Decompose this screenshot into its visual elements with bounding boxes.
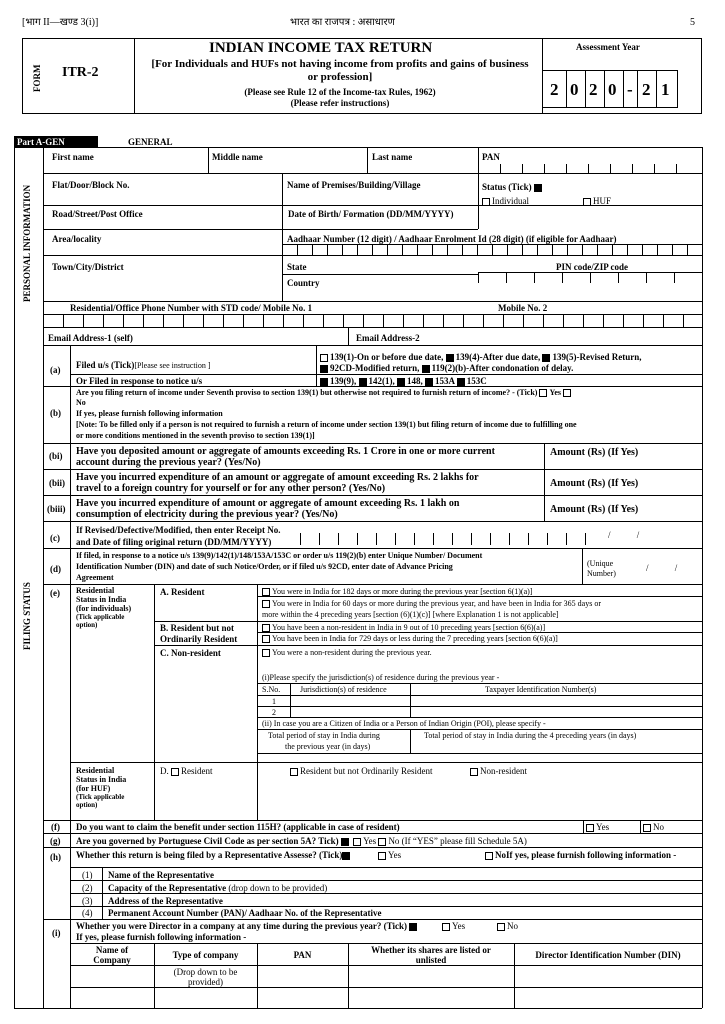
portuguese-no-checkbox[interactable] <box>378 838 386 846</box>
director-question-text: Whether you were Director in a company at any time during the previous year? (Tick) <box>76 921 407 931</box>
director-col-din: Director Identification Number (DIN) <box>535 950 681 960</box>
director-col-listed <box>348 945 514 965</box>
director-yes-label: Yes <box>452 921 466 931</box>
running-header-center: भारत का राजपत्र : असाधारण <box>290 17 395 28</box>
biii-question-2: consumption of electricity during the previous year? (Yes/No) <box>76 509 338 520</box>
director-yes-option[interactable] <box>442 921 465 931</box>
status-individual[interactable] <box>482 196 529 206</box>
huf-resident-d-label <box>160 766 213 776</box>
resident-a-label: A. Resident <box>160 587 205 597</box>
rep-row-1-label: Name of the Representative <box>108 870 215 880</box>
item-e-code: (e) <box>50 588 60 598</box>
receipt-label-2: and Date of filing original return (DD/MM/YYYY) <box>76 537 272 547</box>
seventh-proviso-info: If yes, please furnish following information <box>76 409 223 418</box>
item-i-code: (i) <box>52 928 61 938</box>
resident-a1-text: You were in India for 182 days or more during the previous year [section 6(1)(a)] <box>272 587 533 596</box>
resident-a-option-2[interactable] <box>262 599 601 608</box>
director-info-label: If yes, please furnish following information - <box>76 932 247 942</box>
rep-row-2-number: (2) <box>82 883 93 893</box>
page-number: 5 <box>690 17 695 28</box>
representative-yes-checkbox[interactable] <box>378 852 386 860</box>
seventh-proviso-yes-checkbox[interactable] <box>539 389 547 397</box>
notice-148-checkbox[interactable] <box>397 378 405 386</box>
115h-no-option[interactable] <box>643 822 664 832</box>
status-label <box>482 182 544 192</box>
representative-question <box>76 850 352 860</box>
res-huf-line-4: (Tick applicable <box>76 793 125 801</box>
stay-prev-year-label-2: the previous year (in days) <box>285 742 371 751</box>
ay-digit-dash: - <box>627 80 633 99</box>
form-note-rule: (Please see Rule 12 of the Income-tax Rules, 1962) <box>244 87 436 97</box>
huf-d-marker: D. <box>160 766 169 776</box>
115h-no-checkbox[interactable] <box>643 824 651 832</box>
non-resident-option[interactable] <box>262 648 432 657</box>
rep-row-3-number: (3) <box>82 896 93 906</box>
director-col-company <box>70 945 154 965</box>
rep-row-1-number: (1) <box>82 870 93 880</box>
stay-4-years-label: Total period of stay in India during the 4 preceding years (in days) <box>424 731 637 740</box>
director-no-option[interactable] <box>497 921 518 931</box>
flat-label: Flat/Door/Block No. <box>52 180 130 190</box>
ay-digit-2: 0 <box>570 80 579 99</box>
bi-amount-label: Amount (Rs) (If Yes) <box>550 447 639 458</box>
form-title: INDIAN INCOME TAX RETURN <box>209 40 433 56</box>
ay-digit-3: 2 <box>589 80 598 99</box>
opt-139-5-label: 139(5)-Revised Return, <box>552 352 642 362</box>
item-b-code: (b) <box>50 408 61 418</box>
state-label: State <box>287 262 307 272</box>
unique-number-label-2: Number) <box>587 569 616 578</box>
huf-resident-checkbox[interactable] <box>171 768 179 776</box>
seventh-proviso-no-checkbox[interactable] <box>563 389 571 397</box>
non-resident-text: You were a non-resident during the previous year. <box>272 648 432 657</box>
pin-label: PIN code/ZIP code <box>556 262 628 272</box>
resident-b1-checkbox[interactable] <box>262 624 270 632</box>
road-label: Road/Street/Post Office <box>52 209 143 219</box>
item-g-code: (g) <box>50 836 61 846</box>
res-huf-line-2: Status in India <box>76 775 127 784</box>
bii-question-1: Have you incurred expenditure of an amount or aggregate of amount exceeding Rs. 2 lakhs for <box>76 472 479 483</box>
town-label: Town/City/District <box>52 262 124 272</box>
resident-a2-text-2: more within the 4 preceding years [section (6)(1)(c)] [where Explanation 1 is not applicable] <box>262 610 559 619</box>
representative-no-option[interactable] <box>485 850 676 860</box>
huf-nr-checkbox[interactable] <box>470 768 478 776</box>
assessment-year-label: Assessment Year <box>576 42 640 52</box>
form-side-label: FORM <box>32 64 42 92</box>
res-ind-line-3: (for individuals) <box>76 604 132 613</box>
filing-status-side-label: FILING STATUS <box>22 582 32 650</box>
115h-yes-checkbox[interactable] <box>586 824 594 832</box>
non-resident-checkbox[interactable] <box>262 649 270 657</box>
ay-digit-5: 2 <box>642 80 651 99</box>
seventh-proviso-no: No <box>76 398 86 407</box>
status-checkbox-icon <box>534 184 542 192</box>
notice-142-1-checkbox[interactable] <box>359 378 367 386</box>
listed-header-1: Whether its shares are listed or <box>371 945 491 955</box>
portuguese-yes-checkbox[interactable] <box>353 838 361 846</box>
part-label: Part A-GEN <box>17 137 65 147</box>
jurisdiction-instruction: (i)Please specify the jurisdiction(s) of residence during the previous year - <box>262 673 500 682</box>
director-question <box>76 921 419 931</box>
resident-a2-checkbox[interactable] <box>262 600 270 608</box>
receipt-label-1: If Revised/Defective/Modified, then enter Receipt No. <box>76 525 281 535</box>
resident-b-label-2: Ordinarily Resident <box>160 634 238 644</box>
director-col-pan: PAN <box>293 950 312 960</box>
personal-info-side-label: PERSONAL INFORMATION <box>22 184 32 302</box>
filed-us-options-row2 <box>320 363 573 373</box>
stay-prev-year-label-1: Total period of stay in India during <box>268 731 380 740</box>
director-yes-checkbox[interactable] <box>442 923 450 931</box>
rep-row-2-suffix: (drop down to be provided) <box>226 883 328 893</box>
notice-153c-checkbox[interactable] <box>457 378 465 386</box>
jurisdiction-row-2: 2 <box>272 708 276 717</box>
listed-header-2: unlisted <box>415 955 447 965</box>
item-c-code: (c) <box>50 533 60 543</box>
phone-cells[interactable] <box>43 314 702 327</box>
resident-a1-checkbox[interactable] <box>262 588 270 596</box>
item-f-code: (f) <box>51 822 60 832</box>
opt-119-checkbox[interactable] <box>422 365 430 373</box>
dropdown-note-2: provided) <box>188 977 223 987</box>
form-subtitle: [For Individuals and HUFs not having income from profits and gains of business or profession] <box>151 58 529 83</box>
item-d-code: (d) <box>50 564 61 574</box>
huf-label: HUF <box>593 196 612 206</box>
opt-139-5-checkbox[interactable] <box>542 354 550 362</box>
notice-153c-label: 153C <box>466 376 487 386</box>
res-huf-line-3: (for HUF) <box>76 784 111 793</box>
rep-row-2-label <box>108 883 327 893</box>
individual-checkbox[interactable] <box>482 198 490 206</box>
biii-amount-label: Amount (Rs) (If Yes) <box>550 504 639 515</box>
res-ind-line-2: Status in India <box>76 595 127 604</box>
representative-yes-label: Yes <box>388 850 402 860</box>
receipt-date-slashes[interactable]: / / <box>608 530 652 540</box>
director-tick-icon <box>409 923 417 931</box>
dob-label: Date of Birth/ Formation (DD/MM/YYYY) <box>288 209 454 219</box>
first-name-label: First name <box>52 152 94 162</box>
bii-question-2: travel to a foreign country for yourself or for any other person? (Yes/No) <box>76 483 386 494</box>
filed-us-options-row1 <box>320 352 641 362</box>
representative-no-checkbox[interactable] <box>485 852 493 860</box>
seventh-proviso-question <box>76 388 573 397</box>
resident-b2-checkbox[interactable] <box>262 635 270 643</box>
representative-question-text: Whether this return is being filed by a Representative Assesse? (Tick) <box>76 850 343 860</box>
item-h-code: (h) <box>50 852 61 862</box>
email2-label: Email Address-2 <box>356 333 420 343</box>
status-huf[interactable] <box>583 196 611 206</box>
ay-digit-4: 0 <box>608 80 617 99</box>
company-header-2: Company <box>93 955 131 965</box>
email1-label: Email Address-1 (self) <box>48 333 133 343</box>
representative-no-label: NoIf yes, please furnish following information - <box>495 850 677 860</box>
portuguese-code-row <box>76 836 527 846</box>
unique-number-label-1: (Unique <box>587 559 614 568</box>
running-header-left: [भाग II—खण्ड 3(i)] <box>22 17 99 28</box>
item-a-code: (a) <box>50 365 61 375</box>
biii-question-1: Have you incurred expenditure of amount or aggregate of amount exceeding Rs. 1 lakh on <box>76 498 460 509</box>
115h-yes-label: Yes <box>596 822 610 832</box>
bii-amount-label: Amount (Rs) (If Yes) <box>550 478 639 489</box>
phone-label: Residential/Office Phone Number with STD code/ Mobile No. 1 <box>70 303 313 313</box>
res-huf-line-5: option) <box>76 801 98 809</box>
resident-b2-text: You have been in India for 729 days or less during the 7 preceding years [section 6(6)(a)] <box>272 634 558 643</box>
aadhaar-label: Aadhaar Number (12 digit) / Aadhaar Enrolment Id (28 digit) (if eligible for Aadhaar) <box>287 234 617 244</box>
last-name-label: Last name <box>372 152 413 162</box>
opt-139-4-label: 139(4)-After due date, <box>455 352 541 362</box>
director-no-checkbox[interactable] <box>497 923 505 931</box>
resident-b-option-2[interactable] <box>262 634 558 643</box>
individual-label: Individual <box>492 196 529 206</box>
non-resident-label: C. Non-resident <box>160 648 221 658</box>
opt-139-1-checkbox[interactable] <box>320 354 328 362</box>
section-115h-question: Do you want to claim the benefit under section 115H? (applicable in case of resident) <box>76 822 400 832</box>
notice-153a-label: 153A <box>435 376 455 386</box>
opt-139-1-label: 139(1)-On or before due date, <box>330 352 444 362</box>
country-label: Country <box>287 278 320 288</box>
status-label-text: Status (Tick) <box>482 182 532 192</box>
huf-resident-text: Resident <box>181 766 213 776</box>
filed-us-note: [Please see instruction ] <box>134 361 211 370</box>
type-dropdown-note <box>154 967 257 987</box>
bi-question-1: Have you deposited amount or aggregate of amounts exceeding Rs. 1 Crore in one or more current <box>76 446 495 457</box>
filed-us-label <box>76 360 211 370</box>
pin-cells[interactable] <box>478 272 702 282</box>
115h-no-label: No <box>653 822 664 832</box>
huf-checkbox[interactable] <box>583 198 591 206</box>
residential-status-huf-label <box>76 766 154 809</box>
pan-label: PAN <box>482 152 500 162</box>
rep-row-3-label: Address of the Representative <box>108 896 223 906</box>
form-note-instructions: (Please refer instructions) <box>290 98 390 108</box>
notice-142-1-label: 142(1), <box>368 376 395 386</box>
item-biii-code: (biii) <box>47 504 66 514</box>
opt-92cd-checkbox[interactable] <box>320 365 328 373</box>
notice-din-label-3: Agreement <box>76 573 114 582</box>
resident-b-option-1[interactable] <box>262 623 545 632</box>
area-label: Area/locality <box>52 234 102 244</box>
opt-139-4-checkbox[interactable] <box>446 354 454 362</box>
portuguese-code-question: Are you governed by Portuguese Civil Code as per section 5A? Tick) <box>76 836 339 846</box>
resident-b-label-1: B. Resident but not <box>160 623 235 633</box>
huf-rnor-text: Resident but not Ordinarily Resident <box>300 766 433 776</box>
director-no-label: No <box>507 921 518 931</box>
premises-label: Name of Premises/Building/Village <box>287 180 421 190</box>
residential-status-individual-label <box>76 586 154 629</box>
resident-a2-text-1: You were in India for 60 days or more during the previous year, and have been in India for 365 days or <box>272 599 601 608</box>
jurisdiction-sno-header: S.No. <box>262 685 281 694</box>
huf-nr-text: Non-resident <box>480 766 527 776</box>
res-ind-line-1: Residential <box>76 586 115 595</box>
opt-119-label: 119(2)(b)-After condonation of delay. <box>431 363 574 373</box>
notice-153a-checkbox[interactable] <box>425 378 433 386</box>
form-code: ITR-2 <box>62 65 99 80</box>
citizen-poi-instruction: (ii) In case you are a Citizen of India or a Person of Indian Origin (POI), please specify - <box>262 719 546 728</box>
rep-row-2-title: Capacity of the Representative <box>108 883 227 893</box>
notice-options <box>320 376 487 386</box>
huf-rnor-checkbox[interactable] <box>290 768 298 776</box>
huf-nr-option[interactable] <box>470 766 527 776</box>
representative-yes-option[interactable] <box>378 850 401 860</box>
resident-a-option-1[interactable] <box>262 587 532 596</box>
bi-question-2: account during the previous year? (Yes/No) <box>76 457 261 468</box>
receipt-number-cells[interactable] <box>300 533 585 545</box>
portuguese-yes-label: Yes <box>363 836 377 846</box>
notice-139-9-label: 139(9), <box>330 376 357 386</box>
part-title: GENERAL <box>128 137 173 147</box>
res-ind-line-4: (Tick applicable <box>76 613 125 621</box>
seventh-proviso-note-1: [Note: To be filled only if a person is not required to furnish a return of income under section 139(1) but filing return of income due to fulfilling one <box>76 420 577 429</box>
opt-92cd-label: 92CD-Modified return, <box>330 363 420 373</box>
115h-yes-option[interactable] <box>586 822 609 832</box>
notice-139-9-checkbox[interactable] <box>320 378 328 386</box>
company-header-1: Name of <box>95 945 129 955</box>
notice-din-label-1: If filed, in response to a notice u/s 139(9)/142(1)/148/153A/153C or order u/s 119(2)(b) enter Unique Number/ Document <box>76 551 483 560</box>
middle-name-label: Middle name <box>212 152 263 162</box>
rep-row-4-label: Permanent Account Number (PAN)/ Aadhaar No. of the Representative <box>108 908 382 918</box>
ay-digit-6: 1 <box>661 80 670 99</box>
resident-b1-text: You have been a non-resident in India in 9 out of 10 preceding years [section 6(6)(a)] <box>272 623 546 632</box>
res-huf-line-1: Residential <box>76 766 115 775</box>
notice-din-label-2: Identification Number (DIN) and date of such Notice/Order, or if filed u/s 92CD, enter date of Advance Pricing <box>76 562 453 571</box>
notice-148-label: 148, <box>407 376 423 386</box>
jurisdiction-header: Jurisdiction(s) of residence <box>300 685 387 694</box>
portuguese-tick-icon <box>341 838 349 846</box>
mobile2-label: Mobile No. 2 <box>498 303 548 313</box>
portuguese-no-label: No (If “YES” please fill Schedule 5A) <box>388 836 527 846</box>
rep-row-4-number: (4) <box>82 908 93 918</box>
ay-digit-1: 2 <box>550 80 559 99</box>
dropdown-note-1: (Drop down to be <box>173 967 238 977</box>
tin-header: Taxpayer Identification Number(s) <box>485 685 597 694</box>
jurisdiction-row-1: 1 <box>272 697 276 706</box>
director-col-type: Type of company <box>172 950 239 960</box>
representative-tick-icon <box>342 852 350 860</box>
res-ind-line-5: option) <box>76 621 98 629</box>
item-bii-code: (bii) <box>49 478 66 488</box>
notice-us-label: Or Filed in response to notice u/s <box>76 376 203 386</box>
notice-date-slashes[interactable]: / / <box>646 563 690 573</box>
aadhaar-cells[interactable] <box>282 244 702 255</box>
seventh-proviso-text: Are you filing return of income under Seventh proviso to section 139(1) but otherwise not required to furnish return of income? - (Tick) <box>76 388 538 397</box>
filed-us-text: Filed u/s (Tick) <box>76 360 135 370</box>
seventh-proviso-note-2: or more conditions mentioned in the seventh proviso to section 139(1)] <box>76 431 315 440</box>
pan-cells[interactable] <box>478 164 702 173</box>
huf-rnor-option[interactable] <box>290 766 432 776</box>
item-bi-code: (bi) <box>49 451 63 461</box>
seventh-proviso-yes: Yes <box>549 388 562 397</box>
